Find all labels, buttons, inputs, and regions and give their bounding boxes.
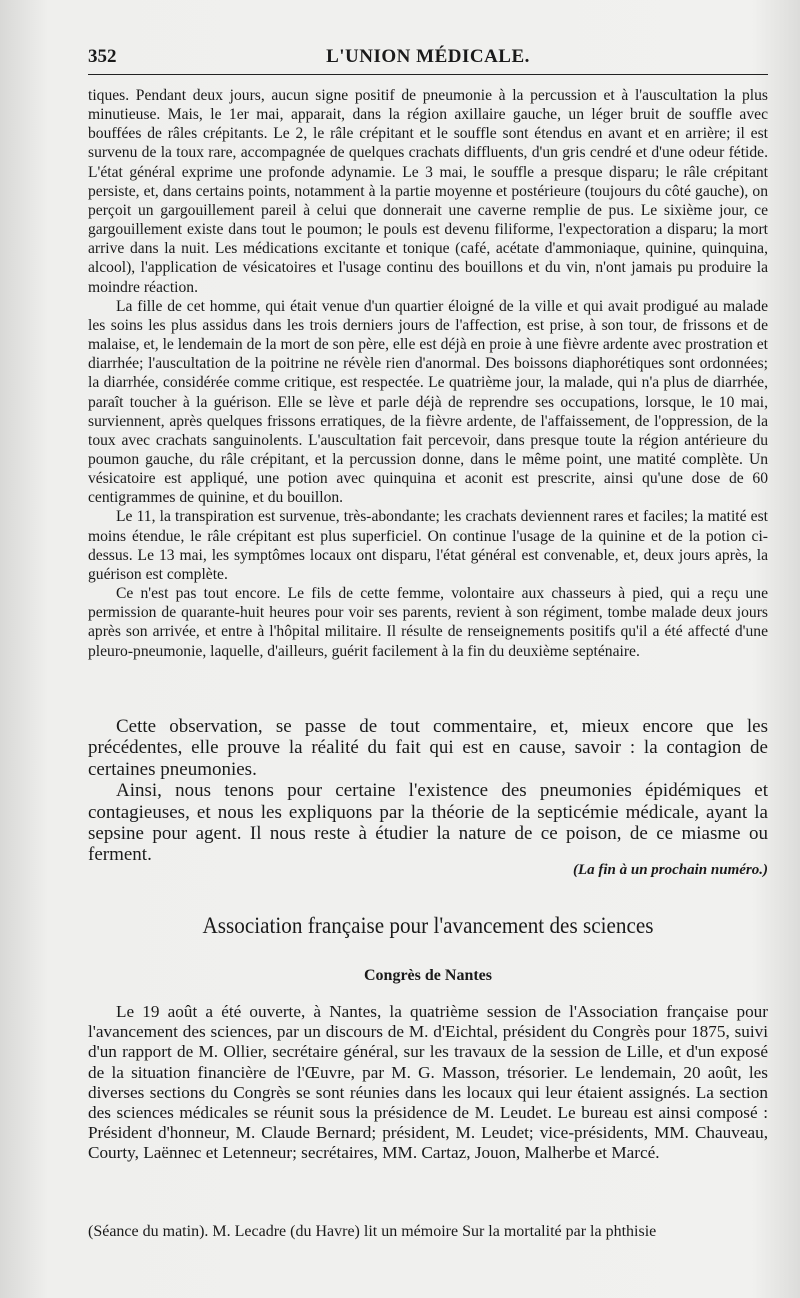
running-head: L'UNION MÉDICALE. — [326, 46, 530, 67]
page-number: 352 — [88, 46, 117, 67]
conclusion-paragraph-observation: Cette observation, se passe de tout commentaire, et, mieux encore que les précédentes, elle prouve la réalité du fait qui est en cause, savoir : la contagion de certaines pneumonies. — [88, 716, 768, 780]
paragraph-case-father: tiques. Pendant deux jours, aucun signe positif de pneumonie à la percussion et à l'auscultation la plus minutieuse. Mais, le 1er mai, apparait, dans la région axillaire gauche, un léger bruit de souffle avec bouffées de râles crépitants. Le 2, le râle crépitant et le souffle sont étendus en avant et en arrière; il est survenu de la toux rare, accompagnée de quelques crachats diffluents, d'un gris cendré et d'une odeur fétide. L'état général exprime une profonde adynamie. Le 3 mai, le souffle a presque disparu; le râle crépitant persiste, et, dans certains points, notamment à la partie moyenne et postérieure (toujours du côté gauche), on perçoit un gargouillement pareil à celui que donnerait une caverne remplie de pus. Le sixième jour, ce gargouillement existe dans tout le poumon; le pouls est devenu filiforme, l'expectoration a disparu; la mort arrive dans la nuit. Les médications excitante et tonique (café, acétate d'ammoniaque, quinine, quinquina, alcool), l'application de vésicatoires et l'usage continu des bouillons et du vin, n'ont jamais pu produire la moindre réaction. — [88, 87, 768, 296]
paragraph-case-son: Ce n'est pas tout encore. Le fils de cette femme, volontaire aux chasseurs à pied, qui a reçu une permission de quarante-huit heures pour voir ses parents, revient à son régiment, tombe malade deux jours après son arrivée, et entre à l'hôpital militaire. Il résulte de renseignements positifs qu'il a été affecté d'une pleuro-pneumonie, laquelle, d'ailleurs, guérit facilement à la fin du deuxième septénaire. — [88, 585, 768, 660]
article-conclusion — [88, 716, 768, 866]
continuation-note: (La fin à un prochain numéro.) — [572, 862, 768, 878]
article-body — [88, 86, 768, 661]
section-title: Association française pour l'avancement des sciences — [202, 913, 654, 938]
section-subtitle: Congrès de Nantes — [364, 967, 492, 984]
congress-paragraph: Le 19 août a été ouverte, à Nantes, la quatrième session de l'Association française pour l'avancement des sciences, par un discours de M. d'Eichtal, président du Congrès pour 1875, suivi d'un rapport de M. Ollier, secrétaire général, sur les travaux de la session de Lille, et d'un exposé de la situation financière de l'Œuvre, par M. G. Masson, trésorier. Le lendemain, 20 août, les diverses sections du Congrès se sont réunies dans les locaux qui leur étaient assignés. La section des sciences médicales se réunit sous la présidence de M. Leudet. Le bureau est ainsi composé : Président d'honneur, M. Claude Bernard; président, M. Leudet; vice-présidents, MM. Chauveau, Courty, Laënnec et Letenneur; secrétaires, MM. Cartaz, Jouon, Malherbe et Marcé. — [88, 1002, 768, 1163]
congress-report — [88, 1002, 768, 1164]
conclusion-paragraph-theory: Ainsi, nous tenons pour certaine l'existence des pneumonies épidémiques et contagieuses, et nous les expliquons par la théorie de la septicémie médicale, ayant la sepsine pour agent. Il nous reste à étudier la nature de ce poison, de ce miasme ou ferment. — [88, 780, 768, 866]
page-header — [88, 44, 768, 75]
seance-line: (Séance du matin). M. Lecadre (du Havre) lit un mémoire Sur la mortalité par la phthisie — [88, 1223, 657, 1240]
paragraph-daughter-recovery: Le 11, la transpiration est survenue, très-abondante; les crachats deviennent rares et faciles; la matité est moins étendue, le râle crépitant est plus superficiel. On continue l'usage de la quinine et de la potion ci-dessus. Le 13 mai, les symptômes locaux ont disparu, l'état général est convenable, et, deux jours après, la guérison est complète. — [88, 508, 768, 583]
paragraph-case-daughter: La fille de cet homme, qui était venue d'un quartier éloigné de la ville et qui avait prodigué au malade les soins les plus assidus dans les trois derniers jours de l'affection, est prise, à son tour, de frissons et de malaise, et, le lendemain de la mort de son père, elle est déjà en proie à une fièvre ardente avec prostration et diarrhée; l'auscultation de la poitrine ne révèle rien d'anormal. Des boissons diaphorétiques sont ordonnées; la diarrhée, considérée comme critique, est respectée. Le quatrième jour, la malade, qui n'a plus de diarrhée, paraît toucher à la guérison. Elle se lève et parle déjà de reprendre ses occupations, lorsque, le 10 mai, surviennent, après quelques frissons erratiques, de la fièvre ardente, de l'affaissement, de l'oppression, de la toux avec crachats sanguinolents. L'auscultation fait percevoir, dans presque toute la région antérieure du poumon gauche, du râle crépitant, et la percussion donne, dans le même point, une matité complète. Un vésicatoire est appliqué, une potion avec quinquina et aconit est prescrite, ainsi qu'une dose de 60 centigrammes de quinine, et du bouillon. — [88, 297, 768, 507]
